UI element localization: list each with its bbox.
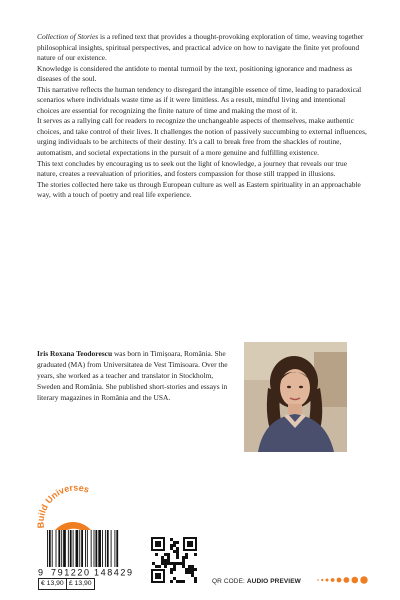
qr-module (164, 559, 167, 562)
qr-module (173, 562, 176, 565)
decorative-dot (317, 579, 319, 581)
qr-module (194, 568, 197, 571)
qr-module (191, 571, 194, 574)
decorative-dot (344, 577, 350, 583)
barcode-bar (47, 530, 48, 567)
qr-code-icon (151, 537, 197, 583)
qr-module (170, 538, 173, 541)
qr-module (170, 568, 173, 571)
blurb-paragraph-4: It serves as a rallying call for readers to recognize the unchangeable aspects of themselves, make authentic choices, and take control of their lives. It challenges the notion of passively succumbing to external influences, urging individuals to be architects of their destiny. It's a call to break free from the shackles of routine, automatism, and societal expectations in the pursuit of a more genuine and fulfilling existence. (37, 116, 367, 158)
qr-module (170, 580, 173, 583)
decorative-dots-icon (315, 575, 397, 585)
qr-module (188, 565, 191, 568)
author-name: Iris Roxana Teodorescu (37, 349, 113, 358)
book-title-italic: Collection of Stories (37, 32, 99, 41)
qr-module (182, 556, 185, 559)
decorative-dot (331, 578, 335, 582)
blurb-paragraph-5: This text concludes by encouraging us to seek out the light of knowledge, a journey that reveals our true nature, creates a reevaluation of priorities, and fosters compassion for those still trapped in illusions. (37, 158, 348, 179)
isbn-barcode (38, 530, 140, 585)
barcode-digit-prefix: 9 (38, 567, 44, 578)
qr-module (185, 571, 188, 574)
barcode-bar (95, 530, 97, 567)
svg-text:Build Universes (35, 483, 90, 529)
qr-module (170, 547, 173, 550)
author-photo (244, 342, 347, 452)
barcode-bar (79, 530, 80, 567)
barcode-digits-left: 791220 (51, 567, 89, 578)
author-bio (37, 348, 232, 403)
decorative-dot (360, 576, 367, 583)
barcode-bar (76, 530, 79, 567)
qr-module (170, 562, 173, 565)
qr-module (176, 580, 179, 583)
qr-module (194, 580, 197, 583)
barcode-bar (61, 530, 62, 567)
price-row (38, 578, 94, 590)
qr-module (182, 562, 185, 565)
qr-module (164, 553, 167, 556)
qr-module (179, 580, 182, 583)
qr-module (155, 565, 158, 568)
author-bio-text: was born in Timișoara, România. She graduated (MA) from Universitatea de Vest Timisoara. Over the years, she worked as a teacher and translator in Stockholm, Sweden and România. She published short-stories and essays in literary magazines in România and the USA. (37, 349, 228, 403)
qr-module (185, 553, 188, 556)
qr-module (188, 568, 191, 571)
barcode-bar (114, 530, 115, 567)
barcode-bar (81, 530, 83, 567)
author-photo-illustration (244, 342, 347, 452)
price-gbp: £ 13,90 (66, 578, 95, 590)
qr-module (161, 559, 164, 562)
qr-module (173, 550, 176, 553)
decorative-dot (337, 578, 342, 583)
qr-module (164, 562, 167, 565)
barcode-bar (70, 530, 72, 567)
publisher-name: Build Universes (35, 482, 91, 529)
blurb-paragraph-1: Collection of Stories is a refined text that provides a thought-provoking exploration of time, weaving together philosophical insights, spiritual perspectives, and practical advice on how to navigate the finite yet profound nature of our existence. (37, 32, 364, 63)
barcode-bars (38, 530, 140, 585)
qr-module (170, 571, 173, 574)
qr-module (173, 565, 176, 568)
qr-module (173, 541, 176, 544)
barcode-bar (68, 530, 69, 567)
qr-module (164, 565, 167, 568)
blurb-paragraph-3: This narrative reflects the human tendency to disregard the intangible essence of time, leading to paradoxical scenarios where individuals waste time as if it were limitless. As a result, mindful living and intentional choices are essential for recognizing the finite nature of time and making the most of it. (37, 84, 362, 115)
qr-module (191, 574, 194, 577)
barcode-bar (85, 530, 86, 567)
blurb-paragraph-2: Knowledge is considered the antidote to mental turmoil by the text, positioning ignorance and madness as diseases of the soul. (37, 63, 353, 84)
barcode-bar (116, 530, 118, 567)
decorative-dot (326, 579, 329, 582)
barcode-bar (58, 530, 60, 567)
qr-module (176, 553, 179, 556)
qr-module (182, 565, 185, 568)
qr-module (167, 553, 170, 556)
qr-module (182, 580, 185, 583)
barcode-bar (87, 530, 88, 567)
barcode-bar (49, 530, 51, 567)
qr-module (173, 568, 176, 571)
qr-module (191, 565, 194, 568)
qr-module (179, 562, 182, 565)
qr-module (176, 556, 179, 559)
qr-module (167, 562, 170, 565)
qr-module (170, 544, 173, 547)
barcode-bar (107, 530, 109, 567)
qr-module (161, 562, 164, 565)
barcode-bar (56, 530, 57, 567)
barcode-bar (52, 530, 53, 567)
qr-module (185, 568, 188, 571)
barcode-bar (105, 530, 106, 567)
qr-code[interactable] (151, 537, 197, 583)
barcode-digits-right: 148429 (94, 567, 132, 578)
qr-module (167, 556, 170, 559)
blurb-paragraph-6: The stories collected here take us through European culture as well as Eastern spirituality in an approachable way, with a touch of poetry and real life experience. (37, 179, 361, 200)
qr-module (185, 556, 188, 559)
qr-module (194, 553, 197, 556)
qr-module (158, 565, 161, 568)
barcode-bar (94, 530, 95, 567)
qr-code-label: QR CODE: AUDIO PREVIEW (212, 578, 301, 585)
qr-module (161, 556, 164, 559)
back-cover-blurb (37, 32, 369, 201)
qr-module (188, 571, 191, 574)
price-eur: € 13,90 (38, 578, 67, 590)
qr-module (155, 553, 158, 556)
qr-module (173, 544, 176, 547)
barcode-bar (63, 530, 66, 567)
barcode-bar (73, 530, 74, 567)
qr-module (173, 577, 176, 580)
barcode-bar (91, 530, 92, 567)
barcode-bar (111, 530, 112, 567)
qr-module (176, 541, 179, 544)
qr-module (152, 562, 155, 565)
barcode-bar (98, 530, 101, 567)
qr-module (167, 559, 170, 562)
qr-module (194, 577, 197, 580)
qr-module (176, 547, 179, 550)
barcode-bar (102, 530, 103, 567)
decorative-dot (352, 577, 359, 584)
decorative-dot (321, 579, 323, 581)
qr-module (176, 562, 179, 565)
qr-module (182, 559, 185, 562)
qr-module (176, 550, 179, 553)
qr-module (191, 568, 194, 571)
